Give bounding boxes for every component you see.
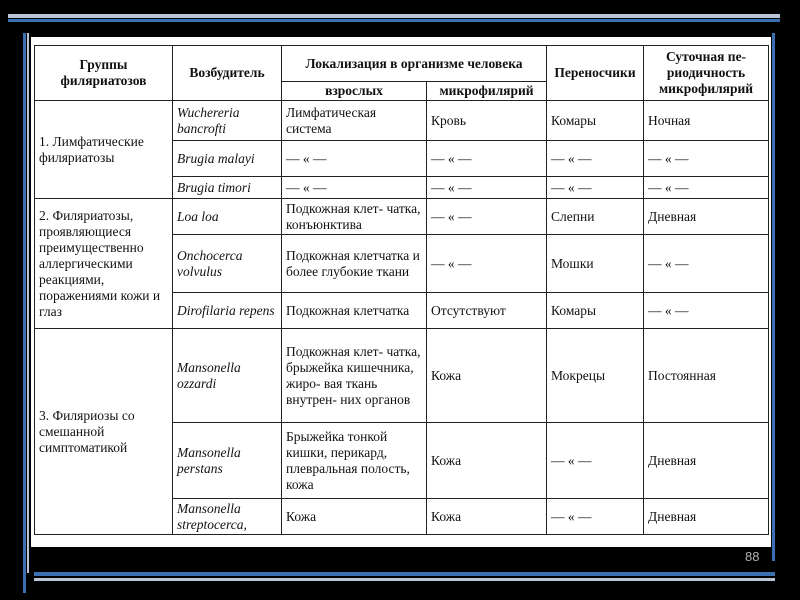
pathogen-cell: Mansonella ozzardi <box>173 329 282 423</box>
microfilariae-cell: Кожа <box>427 329 547 423</box>
decorative-bar <box>27 33 29 573</box>
adults-cell: Подкожная клет- чатка, брыжейка кишечника, жиро- вая ткань внутрен- них органов <box>282 329 427 423</box>
header-group: Группы филяриатозов <box>35 46 173 101</box>
group-cell: 1. Лимфатические филяриатозы <box>35 101 173 199</box>
decorative-bar <box>34 578 775 581</box>
microfilariae-cell: — « — <box>427 141 547 177</box>
adults-cell: — « — <box>282 141 427 177</box>
periodicity-cell: Дневная <box>644 199 769 235</box>
periodicity-cell: Дневная <box>644 423 769 499</box>
header-adults: взрослых <box>282 82 427 101</box>
vector-cell: Слепни <box>547 199 644 235</box>
adults-cell: Подкожная клетчатка <box>282 293 427 329</box>
header-vectors: Переносчики <box>547 46 644 101</box>
adults-cell: Кожа <box>282 499 427 535</box>
adults-cell: Подкожная клетчатка и более глубокие ткани <box>282 235 427 293</box>
pathogen-cell: Loa loa <box>173 199 282 235</box>
vector-cell: Комары <box>547 293 644 329</box>
microfilariae-cell: — « — <box>427 199 547 235</box>
decorative-bar <box>8 19 780 22</box>
decorative-bar <box>772 33 775 561</box>
pathogen-cell: Mansonella streptocerca, <box>173 499 282 535</box>
header-localization: Локализация в организме человека <box>282 46 547 82</box>
pathogen-cell: Brugia timori <box>173 177 282 199</box>
vector-cell: — « — <box>547 423 644 499</box>
group-cell: 3. Филяриозы со смешанной симптоматикой <box>35 329 173 535</box>
adults-cell: Лимфатическая система <box>282 101 427 141</box>
periodicity-cell: — « — <box>644 177 769 199</box>
vector-cell: Мокрецы <box>547 329 644 423</box>
decorative-bar <box>8 14 780 18</box>
vector-cell: Комары <box>547 101 644 141</box>
pathogen-cell: Mansonella perstans <box>173 423 282 499</box>
pathogen-cell: Onchocerca volvulus <box>173 235 282 293</box>
decorative-bar <box>23 33 26 593</box>
page-number: 88 <box>745 549 760 564</box>
vector-cell: — « — <box>547 177 644 199</box>
periodicity-cell: — « — <box>644 235 769 293</box>
pathogen-cell: Dirofilaria repens <box>173 293 282 329</box>
header-periodicity: Суточная пе- риодичность микрофилярий <box>644 46 769 101</box>
vector-cell: — « — <box>547 141 644 177</box>
microfilariae-cell: Кровь <box>427 101 547 141</box>
header-pathogen: Возбудитель <box>173 46 282 101</box>
microfilariae-cell: Кожа <box>427 423 547 499</box>
group-cell: 2. Филяриатозы, проявляющиеся преимущественно аллергическими реакциями, поражениями кожи и глаз <box>35 199 173 329</box>
vector-cell: Мошки <box>547 235 644 293</box>
vector-cell: — « — <box>547 499 644 535</box>
header-microfilariae: микрофилярий <box>427 82 547 101</box>
adults-cell: — « — <box>282 177 427 199</box>
adults-cell: Подкожная клет- чатка, конъюнктива <box>282 199 427 235</box>
periodicity-cell: Дневная <box>644 499 769 535</box>
pathogen-cell: Wuchereria bancrofti <box>173 101 282 141</box>
periodicity-cell: Постоянная <box>644 329 769 423</box>
microfilariae-cell: — « — <box>427 177 547 199</box>
adults-cell: Брыжейка тонкой кишки, перикард, плевральная полость, кожа <box>282 423 427 499</box>
slide-content <box>31 37 771 547</box>
periodicity-cell: Ночная <box>644 101 769 141</box>
pathogen-cell: Brugia malayi <box>173 141 282 177</box>
decorative-bar <box>34 572 775 576</box>
microfilariae-cell: Отсутствуют <box>427 293 547 329</box>
microfilariae-cell: — « — <box>427 235 547 293</box>
periodicity-cell: — « — <box>644 293 769 329</box>
microfilariae-cell: Кожа <box>427 499 547 535</box>
periodicity-cell: — « — <box>644 141 769 177</box>
filariasis-table <box>34 45 769 535</box>
